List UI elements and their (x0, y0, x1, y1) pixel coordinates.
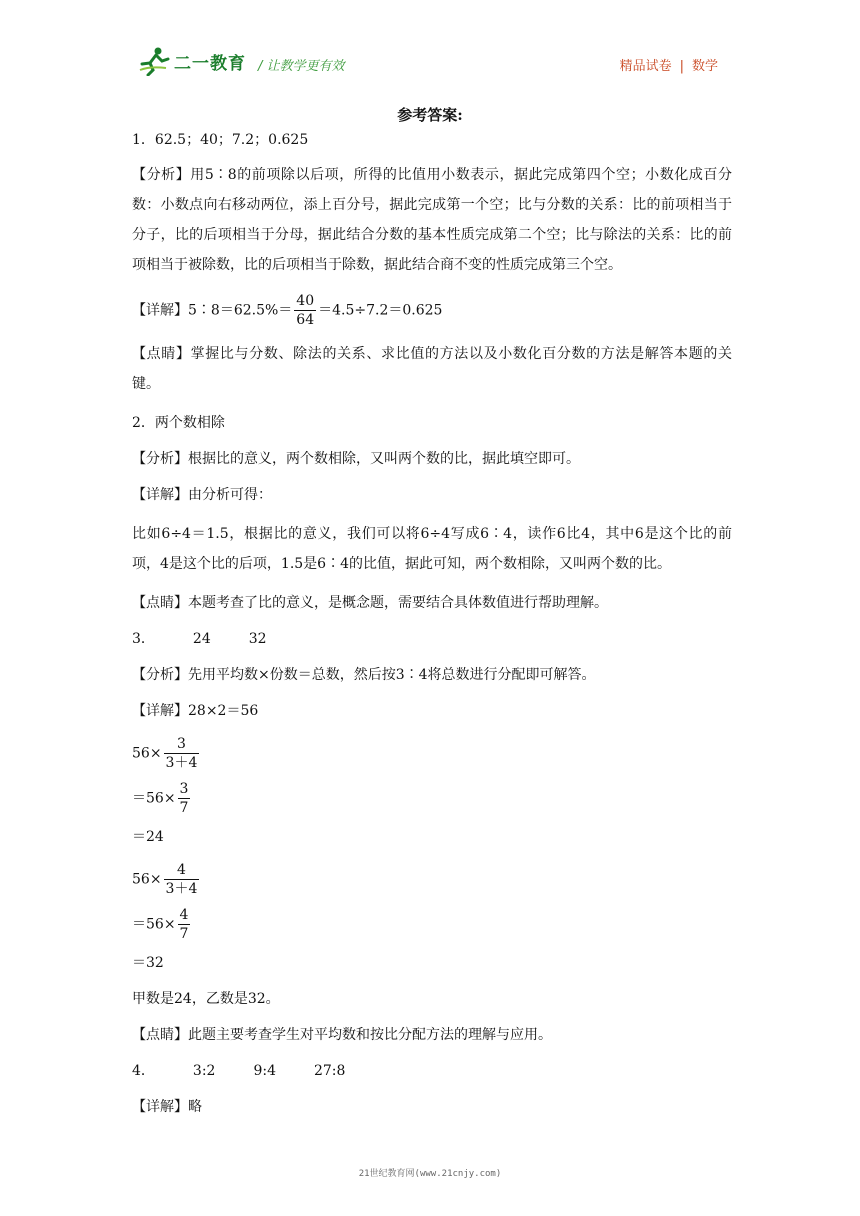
q1-frac-den: 64 (296, 312, 315, 328)
q2-answer: 2．两个数相除 (132, 415, 225, 431)
q4-answer-a: 3:2 (192, 1063, 216, 1079)
q2-analysis: 【分析】根据比的意义，两个数相除，又叫两个数的比，据此填空即可。 (132, 451, 580, 467)
q1-comment: 【点睛】掌握比与分数、除法的关系、求比值的方法以及小数化百分数的方法是解答本题的关键。 (132, 346, 732, 392)
q3-answer (132, 627, 732, 651)
q3-step-1-pre: 56× (132, 745, 162, 762)
q3-step-4-fraction (164, 861, 200, 898)
q3-step-2-pre: ＝56× (132, 790, 176, 807)
q2-detail-body: 比如6÷4＝1.5，根据比的意义，我们可以将6÷4写成6∶4，读作6比4，其中6是这个比的前项，4是这个比的后项，1.5是6∶4的比值，据此可知，两个数相除，又叫两个数的比。 (132, 526, 732, 572)
slogan: / 让教学更有效 (258, 59, 345, 74)
frac-den: 7 (179, 926, 189, 942)
q3-step-2 (132, 780, 732, 817)
q1-detail-suffix: ＝4.5÷7.2＝0.625 (318, 302, 443, 319)
frac-den: 7 (179, 800, 189, 816)
q3-conclusion: 甲数是24，乙数是32。 (132, 991, 280, 1007)
q3-step-2-fraction (178, 780, 191, 817)
q1-frac-num: 40 (296, 293, 315, 309)
q1-analysis: 【分析】用5∶8的前项除以后项，所得的比值用小数表示，据此完成第四个空；小数化成百分数：小数点向右移动两位，添上百分号，据此完成第一个空；比与分数的关系：比的前项相当于分子，比的后项相当于分母，据此结合分数的基本性质完成第二个空；比与除法的关系：比的前项相当于被除数，比的后项相当于除数，据此结合商不变的性质完成第三个空。 (132, 167, 732, 273)
frac-num: 4 (179, 907, 189, 923)
q3-step-5-fraction (178, 906, 191, 943)
tag-premium: 精品试卷 (619, 59, 672, 74)
q1-answer: 1．62.5；40；7.2；0.625 (132, 132, 309, 148)
q3-detail: 【详解】28×2＝56 (132, 703, 259, 719)
q2-comment: 【点睛】本题考查了比的意义，是概念题，需要结合具体数值进行帮助理解。 (132, 595, 608, 611)
q3-step-5-pre: ＝56× (132, 916, 176, 933)
q4-number: 4． (132, 1063, 155, 1079)
answer-content (132, 128, 732, 1131)
tag-subject: 数学 (691, 59, 718, 74)
q3-answer-b: 32 (248, 631, 267, 647)
q4-detail: 【详解】略 (132, 1099, 202, 1115)
frac-den: 3＋4 (165, 881, 198, 897)
q3-step-3: ＝24 (132, 829, 164, 845)
page-title: 参考答案: (397, 106, 463, 124)
frac-den: 3＋4 (165, 755, 198, 771)
q1-fraction (294, 292, 316, 329)
frac-num: 3 (179, 781, 189, 797)
q3-step-4-pre: 56× (132, 871, 162, 888)
q3-step-5 (132, 906, 732, 943)
page-header (0, 0, 860, 90)
page-footer: 21世纪教育网(www.21cnjy.com) (358, 1169, 502, 1179)
q1-detail-prefix: 【详解】5∶8＝62.5%＝ (132, 302, 293, 319)
logo-text: 二一教育 (174, 53, 246, 74)
logo (136, 44, 246, 78)
q3-answer-a: 24 (192, 631, 211, 647)
q3-comment: 【点睛】此题主要考查学生对平均数和按比分配方法的理解与应用。 (132, 1027, 552, 1043)
q3-step-6: ＝32 (132, 955, 164, 971)
q3-step-4 (132, 861, 732, 898)
frac-num: 4 (164, 861, 200, 880)
q3-analysis: 【分析】先用平均数×份数＝总数，然后按3∶4将总数进行分配即可解答。 (132, 667, 596, 683)
q3-number: 3． (132, 631, 155, 647)
tag-separator: | (679, 59, 684, 74)
header-tag (620, 55, 718, 74)
runner-logo-icon (136, 46, 170, 76)
q4-answer-c: 27:8 (313, 1063, 346, 1079)
q3-step-1-fraction (164, 735, 200, 772)
q3-step-1 (132, 735, 732, 772)
q4-answer (132, 1059, 732, 1083)
q4-answer-b: 9:4 (253, 1063, 276, 1079)
q2-detail-head: 【详解】由分析可得： (132, 487, 272, 503)
frac-num: 3 (164, 735, 200, 754)
q1-detail (132, 292, 732, 329)
